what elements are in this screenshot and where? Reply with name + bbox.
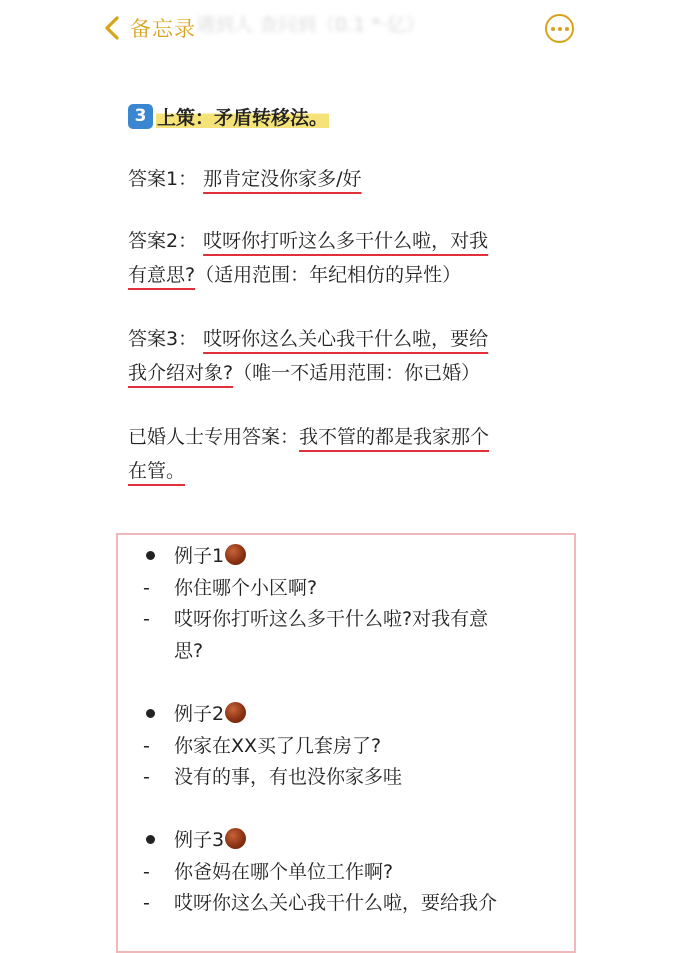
section-heading [128,96,568,136]
answer-text: 那肯定没你家多/好 [203,168,362,190]
heading-text: 上策：矛盾转移法。 [156,103,329,130]
question-text: 你住哪个小区啊? [174,577,318,599]
answer-text-cont: 有意思? [128,264,196,286]
answer-1 [128,162,568,196]
dash-marker: - [143,608,150,630]
question-text: 你爸妈在哪个单位工作啊? [174,861,394,883]
keycap-number-icon: 3 [128,104,153,129]
dash-marker: - [143,892,150,914]
example-label: 例子1 [174,545,225,567]
note-title-faded: 遇到人 查问到（0.1 *·亿） [196,14,425,36]
examples-box [116,533,576,953]
answer-text: 哎呀你打听这么多干什么啦，对我 [203,230,489,252]
answer-text-cont: 我介绍对象? [128,362,234,384]
dash-marker: - [143,861,150,883]
answer-3 [128,322,568,390]
answer-2 [128,224,568,292]
answer-label: 答案3： [128,328,198,350]
answer-label: 答案1： [128,168,198,190]
question-text: 你家在XX买了几套房了? [174,735,382,757]
chestnut-icon [225,828,246,849]
more-options-button[interactable] [545,14,574,43]
answer-text-cont: 在管。 [128,460,186,482]
more-icon-dot [551,27,555,31]
chevron-left-icon [100,12,124,44]
chestnut-icon [225,544,246,565]
answer-text: 没有的事，有也没你家多哇 [174,766,403,788]
answer-scope: （唯一不适用范围：你已婚） [233,362,481,384]
answer-label: 答案2： [128,230,198,252]
answer-text: 哎呀你这么关心我干什么啦，要给 [203,328,489,350]
more-icon-dot [565,27,569,31]
answer-text: 哎呀你这么关心我干什么啦，要给我介 [174,892,498,914]
note-body[interactable] [128,96,568,488]
more-icon-dot [558,27,562,31]
example-label: 例子3 [174,829,225,851]
back-label: 备忘录 [130,17,196,41]
answer-text-cont: 思? [174,640,204,662]
chestnut-icon [225,702,246,723]
dash-marker: - [143,577,150,599]
answer-text: 我不管的都是我家那个 [299,426,490,448]
example-label: 例子2 [174,703,225,725]
dash-marker: - [143,766,150,788]
answer-label: 已婚人士专用答案： [128,426,300,448]
bullet-icon [146,709,155,718]
dash-marker: - [143,735,150,757]
answer-married [128,420,568,488]
navigation-bar [0,0,690,58]
bullet-icon [146,835,155,844]
back-button[interactable] [100,12,196,44]
answer-text: 哎呀你打听这么多干什么啦?对我有意 [174,608,489,630]
bullet-icon [146,551,155,560]
answer-scope: （适用范围：年纪相仿的异性） [195,264,462,286]
